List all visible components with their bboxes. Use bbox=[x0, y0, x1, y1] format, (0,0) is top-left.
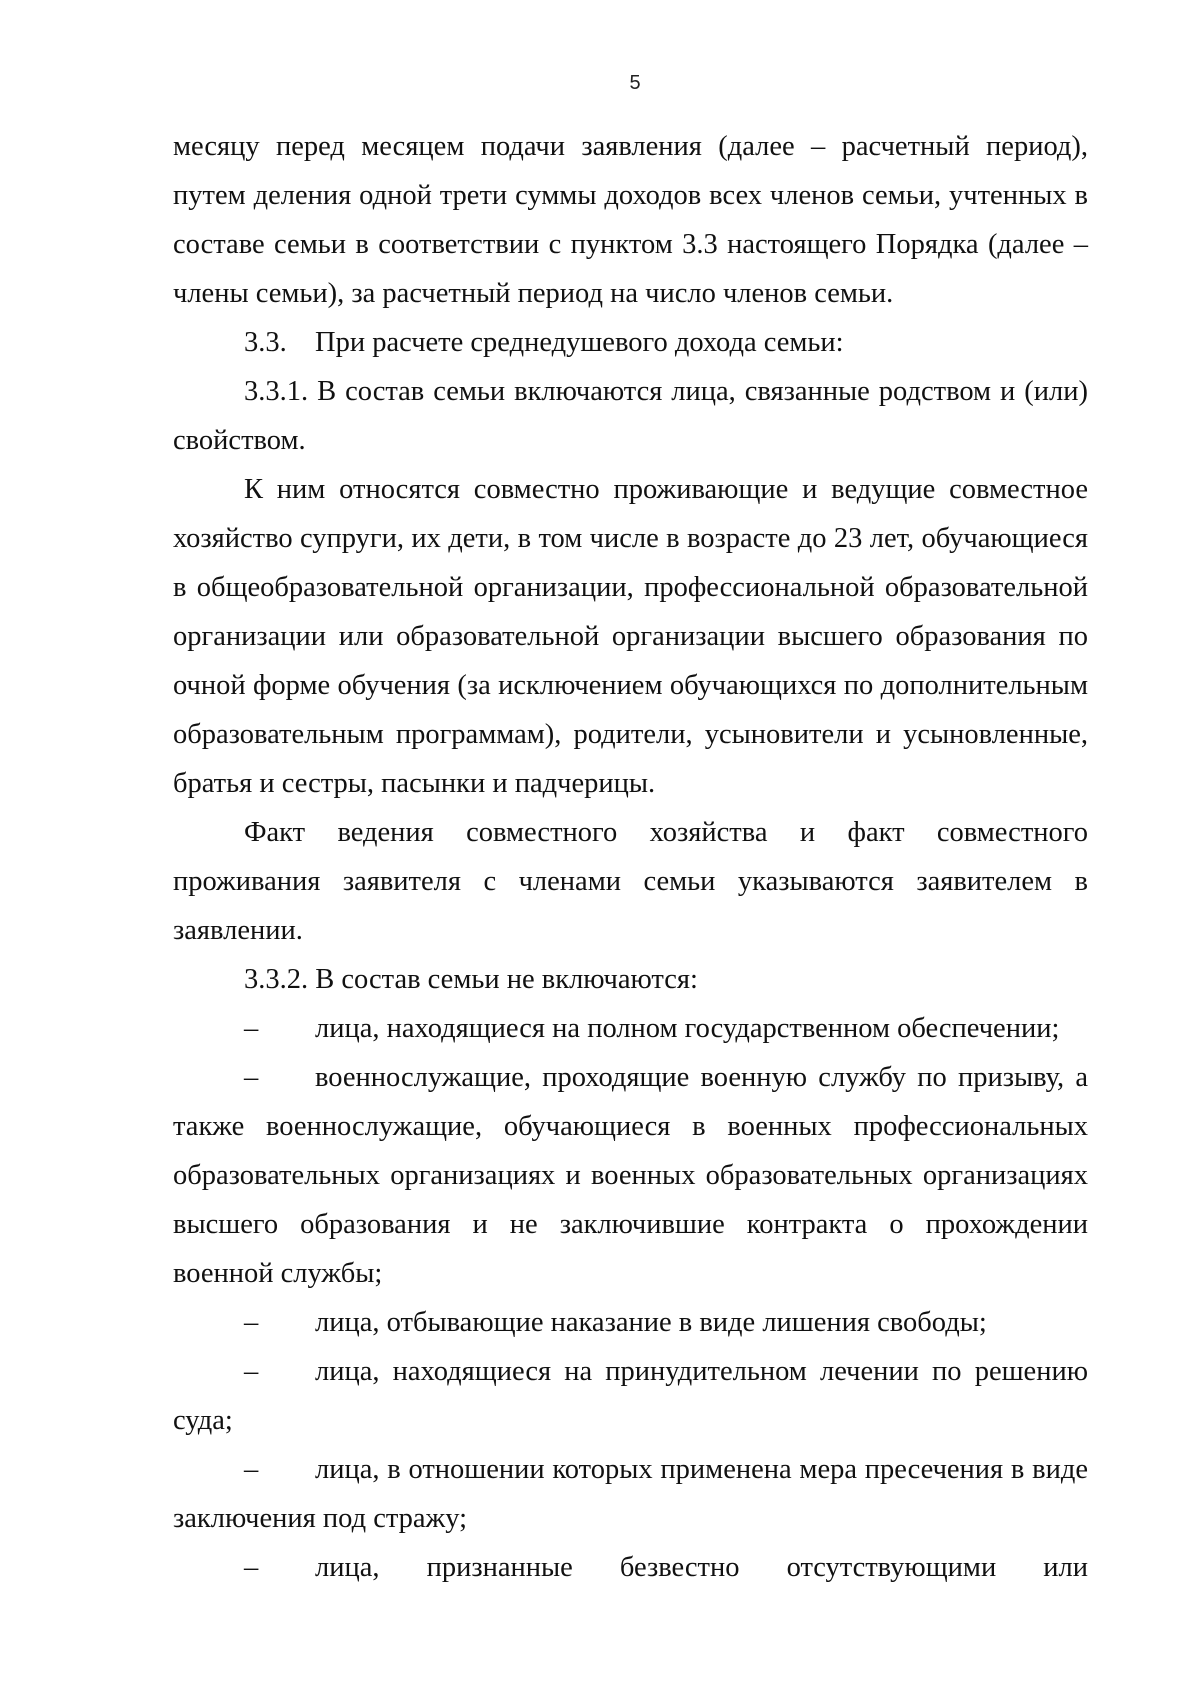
list-item bbox=[173, 1298, 1088, 1347]
paragraph-joint-household: Факт ведения совместного хозяйства и факт совместного проживания заявителя с членами семьи указываются заявителем в заявлении. bbox=[173, 817, 1088, 946]
section-3-3-heading bbox=[173, 318, 1088, 367]
list-item bbox=[173, 1053, 1088, 1298]
dash-marker: – bbox=[244, 1013, 259, 1044]
paragraph-3-3-2: 3.3.2. В состав семьи не включаются: bbox=[244, 964, 698, 995]
paragraph-3-3-1: 3.3.1. В состав семьи включаются лица, связанные родством и (или) свойством. bbox=[173, 376, 1088, 456]
list-item bbox=[173, 1004, 1088, 1053]
dash-marker: – bbox=[244, 1062, 259, 1093]
section-title: При расчете среднедушевого дохода семьи: bbox=[315, 327, 844, 358]
list-item-text: военнослужащие, проходящие военную службу по призыву, а также военнослужащие, обучающиеся в военных профессиональных образовательных организациях и военных образовательных организациях высшего образования и не заключившие контракта о прохождении военной службы; bbox=[173, 1062, 1088, 1289]
list-item-text: лица, находящиеся на принудительном лечении по решению суда; bbox=[173, 1356, 1088, 1436]
dash-marker: – bbox=[244, 1454, 259, 1485]
list-item bbox=[173, 1445, 1088, 1543]
section-number: 3.3. bbox=[244, 327, 287, 358]
list-item-text: лица, отбывающие наказание в виде лишения свободы; bbox=[315, 1307, 987, 1338]
dash-marker: – bbox=[244, 1552, 259, 1583]
paragraph-calculation-period: месяцу перед месяцем подачи заявления (далее – расчетный период), путем деления одной трети суммы доходов всех членов семьи, учтенных в составе семьи в соответствии с пунктом 3.3 настоящего Порядка (далее – члены семьи), за расчетный период на число членов семьи. bbox=[173, 131, 1088, 309]
list-item-text: лица, признанные безвестно отсутствующими или bbox=[315, 1552, 1088, 1583]
list-item-text: лица, находящиеся на полном государственном обеспечении; bbox=[315, 1013, 1060, 1044]
dash-marker: – bbox=[244, 1356, 259, 1387]
page-number: 5 bbox=[629, 72, 641, 94]
list-item bbox=[173, 1347, 1088, 1445]
list-item-text: лица, в отношении которых применена мера пресечения в виде заключения под стражу; bbox=[173, 1454, 1088, 1534]
dash-marker: – bbox=[244, 1307, 259, 1338]
paragraph-family-members: К ним относятся совместно проживающие и ведущие совместное хозяйство супруги, их дети, в том числе в возрасте до 23 лет, обучающиеся в общеобразовательной организации, профессиональной образовательной организации или образовательной организации высшего образования по очной форме обучения (за исключением обучающихся по дополнительным образовательным программам), родители, усыновители и усыновленные, братья и сестры, пасынки и падчерицы. bbox=[173, 474, 1088, 799]
document-body bbox=[173, 122, 1088, 1592]
list-item bbox=[173, 1543, 1088, 1592]
